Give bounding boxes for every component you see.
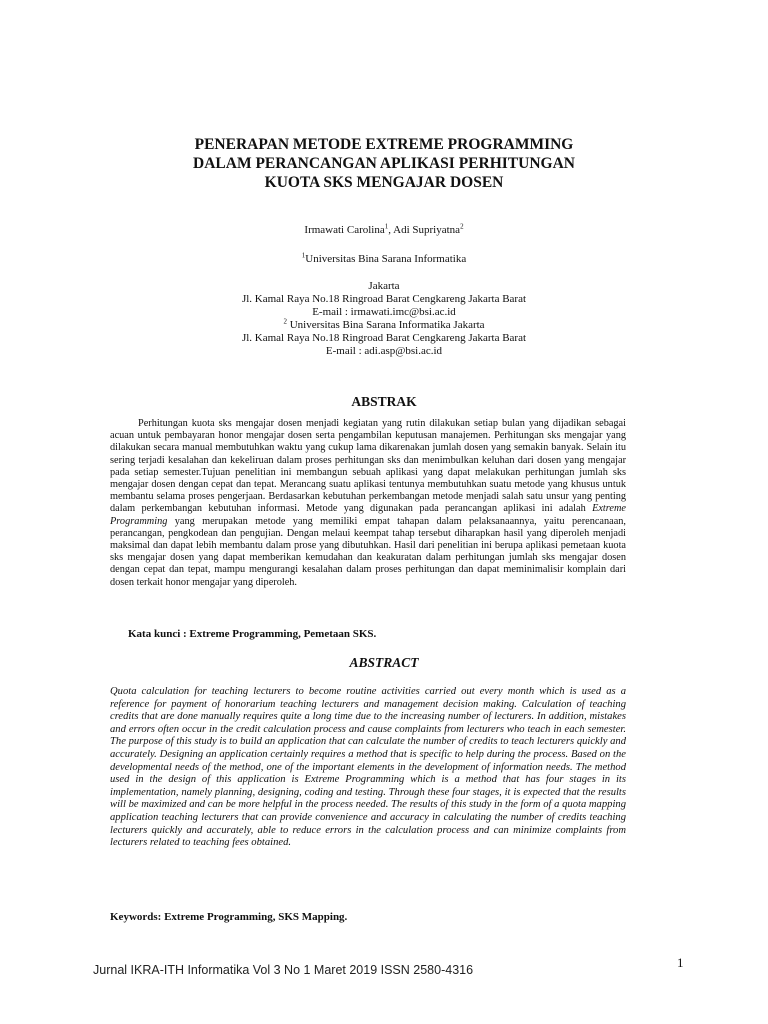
contact-address-1: Jl. Kamal Raya No.18 Ringroad Barat Cengkareng Jakarta Barat <box>241 293 527 305</box>
kata-kunci: Kata kunci : Extreme Programming, Pemetaan SKS. <box>128 628 377 640</box>
contact-email-2: E-mail : adi.asp@bsi.ac.id <box>325 345 443 357</box>
paper-title <box>100 135 668 192</box>
page-number: 1 <box>677 955 684 970</box>
author-1-affiliation-mark: 1 <box>384 222 389 231</box>
contact-email-1: E-mail : irmawati.imc@bsi.ac.id <box>312 306 456 318</box>
abstrak-method-italic: Extreme Programming <box>110 503 626 527</box>
keywords: Keywords: Extreme Programming, SKS Mapping. <box>110 911 348 923</box>
journal-footer: Jurnal IKRA-ITH Informatika Vol 3 No 1 Maret 2019 ISSN 2580-4316 <box>93 963 474 977</box>
title-line-2: DALAM PERANCANGAN APLIKASI PERHITUNGAN <box>193 155 575 172</box>
abstrak-text-part-2: yang merupakan metode yang memiliki empat tahapan dalam pelaksanaannya, yaitu perencanaan, perancangan, pengkodean dan pengujian. Dengan melaui keempat tahap tersebut diharapkan hasil yang diperoleh menjadi maksimal dan dapat lebih membantu dalam prose yang dibutuhkan. Hasil dari penelitian ini berupa aplikasi pemetaan kuota sks mengajar dosen yang dapat memberikan kemudahan dan keakuratan dalam perhitungan jumlah sks mengajar dosen dengan cepat dan tepat, mampu mengurangi kesalahan dalam proses perhitungan dan dapat meminimalisir komplain dari dosen terkait honor mengajar yang diperoleh. <box>110 515 626 588</box>
author-list <box>100 224 668 237</box>
contact-address-2: Jl. Kamal Raya No.18 Ringroad Barat Cengkareng Jakarta Barat <box>241 332 527 344</box>
title-line-1: PENERAPAN METODE EXTREME PROGRAMMING <box>194 136 574 153</box>
affiliation-1-mark: 1 <box>301 251 306 260</box>
affiliation-2-mark: 2 <box>283 317 287 326</box>
affiliation-2 <box>100 319 668 332</box>
author-separator: , <box>388 224 394 236</box>
affiliation-1 <box>100 253 668 266</box>
abstrak-text-part-1: Perhitungan kuota sks mengajar dosen menjadi kegiatan yang rutin dilakukan setiap bulan yang dijadikan sebagai acuan untuk pembayaran honor mengajar dosen serta pengambilan keputusan manajemen. Perhitungan sks mengajar yang dilakukan secara manual membutuhkan waktu yang cukup lama dikarenakan jumlah dosen yang semakin banyak. Selain itu sering terjadi kesalahan dan kekeliruan dalam proses perhitungan sks dan menimbulkan keluhan dari dosen yang mengajar pada setiap semester.Tujuan penelitian ini membangun sebuah aplikasi yang dapat melakukan perhitungan jumlah sks mengajar dosen dengan cepat dan tepat. Merancang suatu aplikasi tentunya membutuhkan suatu metode yang khusus untuk membantu selama proses pengerjaan. Berdasarkan kebutuhan perkembangan metode menjadi salah satu unsur yang penting dalam perkembangan kebutuhan informasi. Metode yang digunakan pada perancangan aplikasi ini adalah <box>110 418 626 515</box>
author-2-affiliation-mark: 2 <box>460 222 464 231</box>
abstrak-body <box>110 418 626 589</box>
abstrak-heading: ABSTRAK <box>351 394 417 409</box>
contact-block <box>100 280 668 358</box>
author-1: Irmawati Carolina <box>304 224 385 236</box>
affiliation-1-name: Universitas Bina Sarana Informatika <box>305 253 467 265</box>
affiliation-2-name: Universitas Bina Sarana Informatika Jakarta <box>286 319 485 331</box>
abstract-heading: ABSTRACT <box>349 655 419 670</box>
abstract-body: Quota calculation for teaching lecturers to become routine activities carried out every month which is used as a reference for payment of honorarium teaching lecturers and management decision making. Calculation of teaching credits that are done manually requires quite a long time due to the increasing number of lecturers. In addition, mistakes and errors often occur in the credit calculation process and cause complaints from lecturers who teach in each semester. The purpose of this study is to build an application that can calculate the number of credits to teach lecturers quickly and accurately. Designing an application certainly requires a method that is specific to help during the process. Based on the developmental needs of the method, one of the important elements in the development of information needs. The method used in the design of this application is Extreme Programming which is a method that has four stages in its implementation, namely planning, designing, coding and testing. Through these four stages, it is expected that the results will be maximized and can be more helpful in the process needed. The results of this study in the form of a quota mapping application teaching lecturers that can provide convenience and accuracy in calculating the number of credits teaching lecturers quickly and accurately, able to reduce errors in the calculation process and can minimize complaints from lecturers related to teaching fees obtained. <box>110 686 626 849</box>
title-line-3: KUOTA SKS MENGAJAR DOSEN <box>264 174 504 191</box>
contact-city: Jakarta <box>368 280 400 292</box>
author-2: Adi Supriyatna <box>393 224 461 236</box>
